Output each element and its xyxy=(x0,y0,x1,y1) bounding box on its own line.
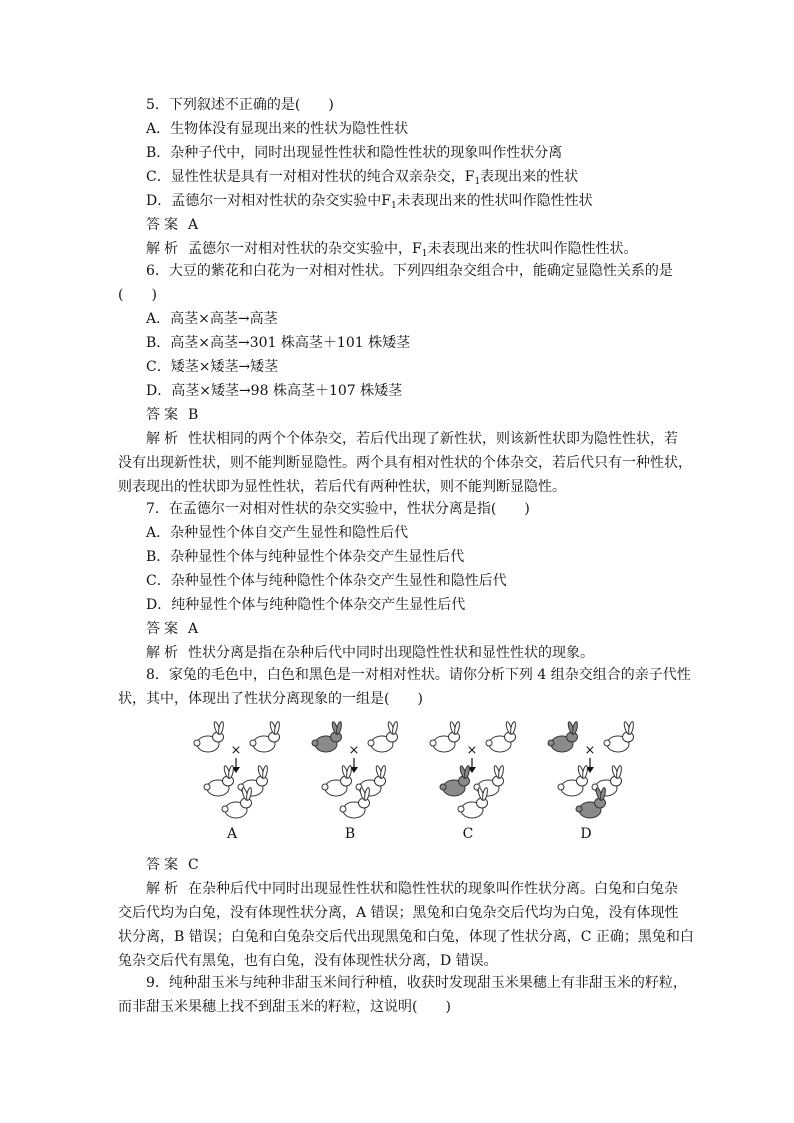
q6-option-b: B．高茎×高茎→301 株高茎＋101 株矮茎 xyxy=(146,335,411,351)
q5-option-b: B．杂种子代中，同时出现显性性状和隐性性状的现象叫作性状分离 xyxy=(146,145,563,161)
q7-option-b: B．杂种显性个体与纯种显性个体杂交产生显性后代 xyxy=(146,549,465,565)
analysis-label: 解析 xyxy=(146,881,182,897)
q5-option-d xyxy=(146,192,593,210)
white-rabbit-icon xyxy=(204,765,234,796)
cross-symbol: × xyxy=(584,743,596,758)
q9-stem-line2: 而非甜玉米果穗上找不到甜玉米的籽粒，这说明( ) xyxy=(118,999,451,1015)
white-rabbit-icon xyxy=(194,721,224,752)
q8-analysis-text1: 在杂种后代中同时出现显性性状和隐性性状的现象叫作性状分离。白兔和白兔杂 xyxy=(188,881,678,897)
black-rabbit-icon xyxy=(312,721,342,752)
q5-analysis-head: 孟德尔一对相对性状的杂交实验中，F xyxy=(188,241,422,257)
q5-answer xyxy=(146,216,198,234)
q7-answer xyxy=(146,620,198,638)
q5-option-c-sub: 1 xyxy=(474,177,481,187)
white-rabbit-icon xyxy=(558,765,588,796)
q5-option-d-sub: 1 xyxy=(390,201,397,211)
q8-stem-line1: 8．家兔的毛色中，白色和黑色是一对相对性状。请你分析下列 4 组杂交组合的亲子代性 xyxy=(146,667,691,683)
white-rabbit-icon xyxy=(486,721,516,752)
q6-analysis-line3: 则表现出的性状即为显性性状，若后代有两种性状，则不能判断显隐性。 xyxy=(118,479,566,495)
figure-groups xyxy=(194,721,634,842)
white-rabbit-icon xyxy=(322,765,352,796)
q7-analysis xyxy=(146,644,594,662)
q5-analysis xyxy=(146,240,637,258)
q8-analysis-line4: 兔杂交后代有黑兔，也有白兔，没有体现性状分离，D 错误。 xyxy=(118,953,498,969)
answer-value: B xyxy=(188,407,199,423)
figure-label-c: C xyxy=(462,826,474,842)
q7-option-d: D．纯种显性个体与纯种隐性个体杂交产生显性后代 xyxy=(146,597,466,613)
q6-analysis-text1: 性状相同的两个个体杂交，若后代出现了新性状，则该新性状即为隐性性状，若 xyxy=(188,431,678,447)
rabbit-cross-figure xyxy=(186,714,646,846)
q6-option-c: C．矮茎×矮茎→矮茎 xyxy=(146,359,279,375)
q5-option-a: A．生物体没有显现出来的性状为隐性性状 xyxy=(146,121,409,137)
answer-value: A xyxy=(188,217,199,233)
cross-symbol: × xyxy=(466,743,478,758)
q5-analysis-sub: 1 xyxy=(421,249,428,259)
q9-stem-line1: 9．纯种甜玉米与纯种非甜玉米间行种植，收获时发现甜玉米果穗上有非甜玉米的籽粒， xyxy=(146,975,687,991)
black-rabbit-icon xyxy=(548,721,578,752)
q7-analysis-text: 性状分离是指在杂种后代中同时出现隐性性状和显性性状的现象。 xyxy=(188,645,594,661)
black-rabbit-icon xyxy=(440,765,470,796)
q5-option-c-head: C．显性性状是具有一对相对性状的纯合双亲杂交，F xyxy=(146,169,475,185)
q5-analysis-tail: 未表现出来的性状叫作隐性性状。 xyxy=(427,241,638,257)
q6-stem-line2: ( ) xyxy=(118,287,157,303)
answer-label: 答案 xyxy=(146,217,182,233)
q5-stem: 5．下列叙述不正确的是( ) xyxy=(146,97,334,113)
answer-value: C xyxy=(188,857,199,873)
q5-option-d-tail: 未表现出来的性状叫作隐性性状 xyxy=(396,193,593,209)
cross-group-d xyxy=(548,721,634,842)
answer-label: 答案 xyxy=(146,621,182,637)
q8-answer xyxy=(146,856,199,874)
cross-group-a xyxy=(194,721,280,842)
q8-analysis-line2: 交后代均为白兔，没有体现性状分离，A 错误；黑兔和白兔杂交后代均为白兔，没有体现性 xyxy=(118,905,679,921)
cross-symbol: × xyxy=(230,743,242,758)
q5-option-c-tail: 表现出来的性状 xyxy=(480,169,579,185)
q6-analysis-line1 xyxy=(146,430,678,448)
q8-analysis-line3: 状分离，B 错误；白兔和白兔杂交后代出现黑兔和白兔，体现了性状分离，C 正确；黑兔和白 xyxy=(118,929,694,945)
answer-label: 答案 xyxy=(146,407,182,423)
answer-value: A xyxy=(188,621,199,637)
answer-label: 答案 xyxy=(146,857,182,873)
analysis-label: 解析 xyxy=(146,645,182,661)
figure-label-b: B xyxy=(344,826,356,842)
figure-label-d: D xyxy=(580,826,592,842)
cross-group-b xyxy=(312,721,398,842)
q7-option-a: A．杂种显性个体自交产生显性和隐性后代 xyxy=(146,525,409,541)
q5-option-d-head: D．孟德尔一对相对性状的杂交实验中F xyxy=(146,193,391,209)
q7-stem: 7．在孟德尔一对相对性状的杂交实验中，性状分离是指( ) xyxy=(146,501,530,517)
q6-analysis-line2: 没有出现新性状，则不能判断显隐性。两个具有相对性状的个体杂交，若后代只有一种性状， xyxy=(118,455,692,471)
white-rabbit-icon xyxy=(604,721,634,752)
analysis-label: 解析 xyxy=(146,431,182,447)
white-rabbit-icon xyxy=(368,721,398,752)
figure-label-a: A xyxy=(226,826,238,842)
q8-stem-line2: 状，其中，体现出了性状分离现象的一组是( ) xyxy=(118,691,423,707)
q6-answer xyxy=(146,406,198,424)
q5-option-c xyxy=(146,168,578,186)
q7-option-c: C．杂种显性个体与纯种隐性个体杂交产生显性和隐性后代 xyxy=(146,573,507,589)
cross-symbol: × xyxy=(348,743,360,758)
white-rabbit-icon xyxy=(430,721,460,752)
q6-option-a: A．高茎×高茎→高茎 xyxy=(146,311,278,327)
analysis-label: 解析 xyxy=(146,241,182,257)
q6-option-d: D．高茎×矮茎→98 株高茎＋107 株矮茎 xyxy=(146,383,403,399)
white-rabbit-icon xyxy=(250,721,280,752)
q8-analysis-line1 xyxy=(146,880,678,898)
q6-stem-line1: 6．大豆的紫花和白花为一对相对性状。下列四组杂交组合中，能确定显隐性关系的是 xyxy=(146,263,673,279)
cross-group-c xyxy=(430,721,516,842)
